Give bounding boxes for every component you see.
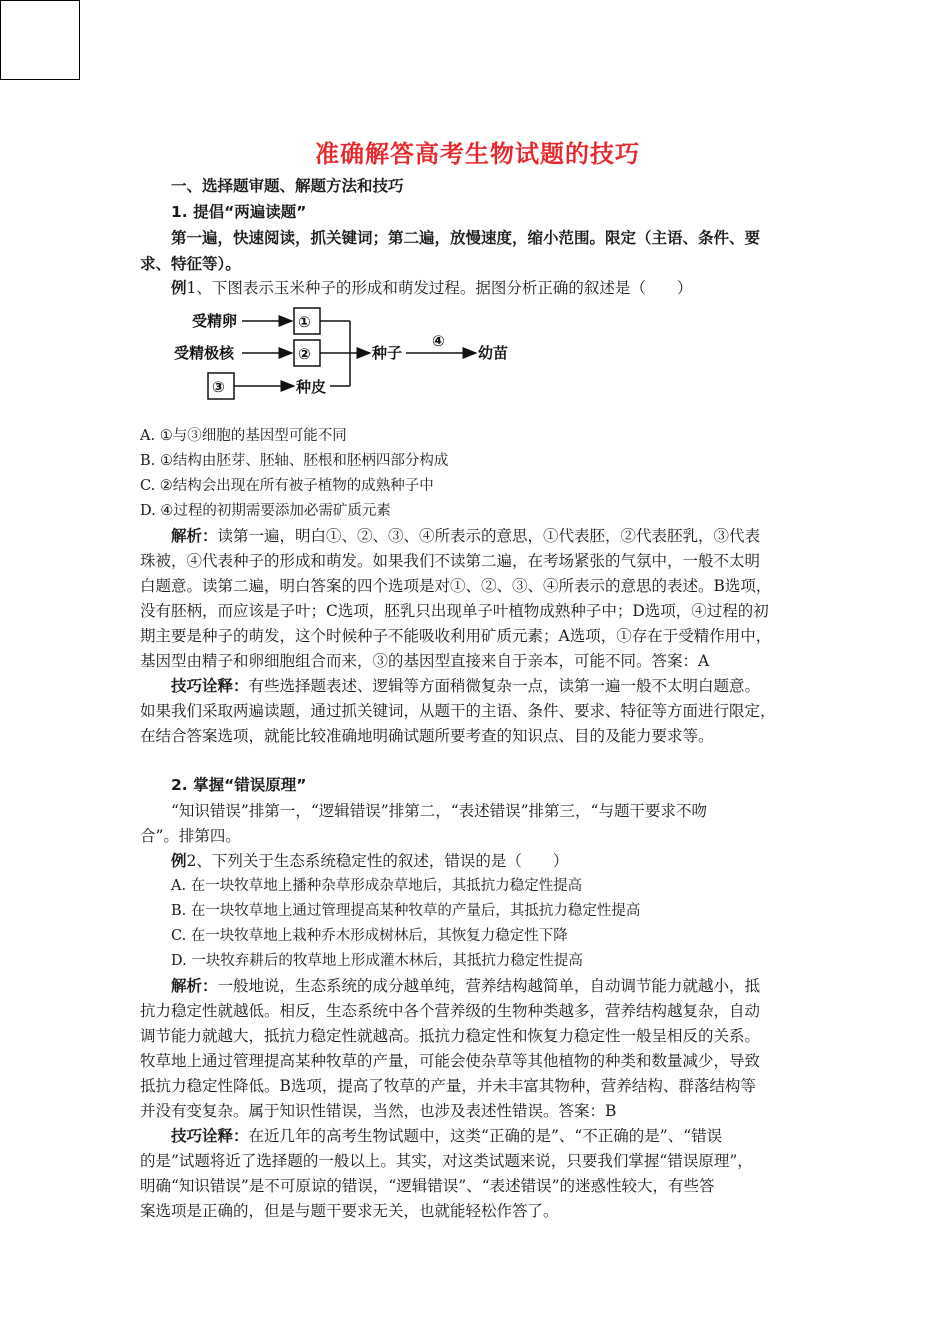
example1-option-d: D. ④过程的初期需要添加必需矿质元素 xyxy=(140,503,391,519)
example1-question xyxy=(140,276,846,301)
diagram-svg xyxy=(170,300,530,410)
tip1-rule-line1: 第一遍，快速阅读，抓关键词；第二遍，放慢速度，缩小范围。限定（主语、条件、要 xyxy=(171,229,761,247)
analysis-label: 解析： xyxy=(171,977,218,995)
diagram-label-seed-coat: 种皮 xyxy=(296,378,327,396)
example2-analysis-line: 并没有变复杂。属于知识性错误，当然，也涉及表述性错误。答案：B xyxy=(140,1102,617,1120)
example2-tip-line: 的是”试题将近了选择题的一般以上。其实，对这类试题来说，只要我们掌握“错误原理”， xyxy=(140,1152,753,1170)
example-text: 2、下列关于生态系统稳定性的叙述，错误的是（ ） xyxy=(186,852,569,870)
example1-analysis-line: 基因型由精子和卵细胞组合而来，③的基因型直接来自于亲本，可能不同。答案：A xyxy=(140,652,710,670)
example2-tip-line: 案选项是正确的，但是与题干要求无关，也就能轻松作答了。 xyxy=(140,1202,559,1220)
seed-formation-diagram xyxy=(170,300,530,410)
tip-text: 在近几年的高考生物试题中，这类“正确的是”、“不正确的是”、“错误 xyxy=(248,1127,723,1145)
section-heading: 一、选择题审题、解题方法和技巧 xyxy=(171,177,404,195)
analysis-label: 解析： xyxy=(171,527,218,545)
tip2-rule-line1: “知识错误”排第一，“逻辑错误”排第二，“表述错误”排第三，“与题干要求不吻 xyxy=(171,802,707,820)
example1-analysis-line: 白题意。读第二遍，明白答案的四个选项是对①、②、③、④所表示的意思的表述。B选项， xyxy=(140,577,772,595)
diagram-label-seedling: 幼苗 xyxy=(478,344,509,362)
example1-analysis-line: 珠被，④代表种子的形成和萌发。如果我们不读第二遍，在考场紧张的气氛中，一般不太明 xyxy=(140,552,761,570)
example2-question xyxy=(140,849,846,874)
example2-tip-line: 明确“知识错误”是不可原谅的错误，“逻辑错误”、“表述错误”的迷惑性较大，有些答 xyxy=(140,1177,715,1195)
example-text: 1、下图表示玉米种子的形成和萌发过程。据图分析正确的叙述是（ ） xyxy=(186,279,693,297)
tip-label: 技巧诠释： xyxy=(171,1127,249,1145)
example2-analysis-line: 调节能力就越大，抵抗力稳定性就越高。抵抗力稳定性和恢复力稳定性一般呈相反的关系。 xyxy=(140,1027,761,1045)
example2-analysis-line: 牧草地上通过管理提高某种牧草的产量，可能会使杂草等其他植物的种类和数量减少，导致 xyxy=(140,1052,761,1070)
example-label: 例 xyxy=(171,852,187,870)
diagram-label-step4: ④ xyxy=(432,332,445,350)
example1-analysis-line xyxy=(140,524,846,549)
example1-analysis-line: 没有胚柄，而应该是子叶；C选项，胚乳只出现单子叶植物成熟种子中；D选项，④过程的初 xyxy=(140,602,769,620)
example2-tip-line xyxy=(140,1124,846,1149)
box-1-label: ① xyxy=(298,313,311,331)
example1-tip-line: 如果我们采取两遍读题，通过抓关键词，从题干的主语、条件、要求、特征等方面进行限定， xyxy=(140,702,776,720)
tip1-rule-line2: 求、特征等）。 xyxy=(140,255,241,273)
example2-option-c: C. 在一块牧草地上栽种乔木形成树林后，其恢复力稳定性下降 xyxy=(171,928,568,944)
example1-tip-line xyxy=(140,674,846,699)
example1-option-b: B. ①结构由胚芽、胚轴、胚根和胚柄四部分构成 xyxy=(140,453,449,469)
box-2-label: ② xyxy=(298,345,311,363)
diagram-label-seed: 种子 xyxy=(372,344,403,362)
example1-tip-line: 在结合答案选项，就能比较准确地明确试题所要考查的知识点、目的及能力要求等。 xyxy=(140,727,714,745)
example1-analysis-line: 期主要是种子的萌发，这个时候种子不能吸收利用矿质元素；A选项，①存在于受精作用中， xyxy=(140,627,772,645)
example1-option-c: C. ②结构会出现在所有被子植物的成熟种子中 xyxy=(140,478,434,494)
analysis-text: 读第一遍，明白①、②、③、④所表示的意思，①代表胚，②代表胚乳，③代表 xyxy=(217,527,761,545)
box-3-label: ③ xyxy=(212,378,225,396)
tip2-heading: 2. 掌握“错误原理” xyxy=(171,776,307,794)
example2-option-a: A. 在一块牧草地上播种杂草形成杂草地后，其抵抗力稳定性提高 xyxy=(171,878,583,894)
example2-option-b: B. 在一块牧草地上通过管理提高某种牧草的产量后，其抵抗力稳定性提高 xyxy=(171,903,641,919)
analysis-text: 一般地说，生态系统的成分越单纯，营养结构越简单，自动调节能力就越小，抵 xyxy=(217,977,761,995)
example2-analysis-line: 抗力稳定性就越低。相反，生态系统中各个营养级的生物种类越多，营养结构越复杂，自动 xyxy=(140,1002,761,1020)
diagram-label-fertilized-egg: 受精卵 xyxy=(192,312,238,330)
example2-analysis-line: 抵抗力稳定性降低。B选项，提高了牧草的产量，并未丰富其物种，营养结构、群落结构等 xyxy=(140,1077,756,1095)
example2-analysis-line xyxy=(140,974,846,999)
diagram-label-fertilized-polar-nuclei: 受精极核 xyxy=(174,344,235,362)
tip1-heading: 1. 提倡“两遍读题” xyxy=(171,203,307,221)
tip2-rule-line2: 合”。排第四。 xyxy=(140,827,241,845)
tip-text: 有些选择题表述、逻辑等方面稍微复杂一点，读第一遍一般不太明白题意。 xyxy=(248,677,761,695)
example1-option-a: A. ①与③细胞的基因型可能不同 xyxy=(140,428,347,444)
example-label: 例 xyxy=(171,279,187,297)
page-title: 准确解答高考生物试题的技巧 xyxy=(315,140,640,168)
example2-option-d: D. 一块牧弃耕后的牧草地上形成灌木林后，其抵抗力稳定性提高 xyxy=(171,953,583,969)
corner-box xyxy=(0,0,80,80)
tip-label: 技巧诠释： xyxy=(171,677,249,695)
